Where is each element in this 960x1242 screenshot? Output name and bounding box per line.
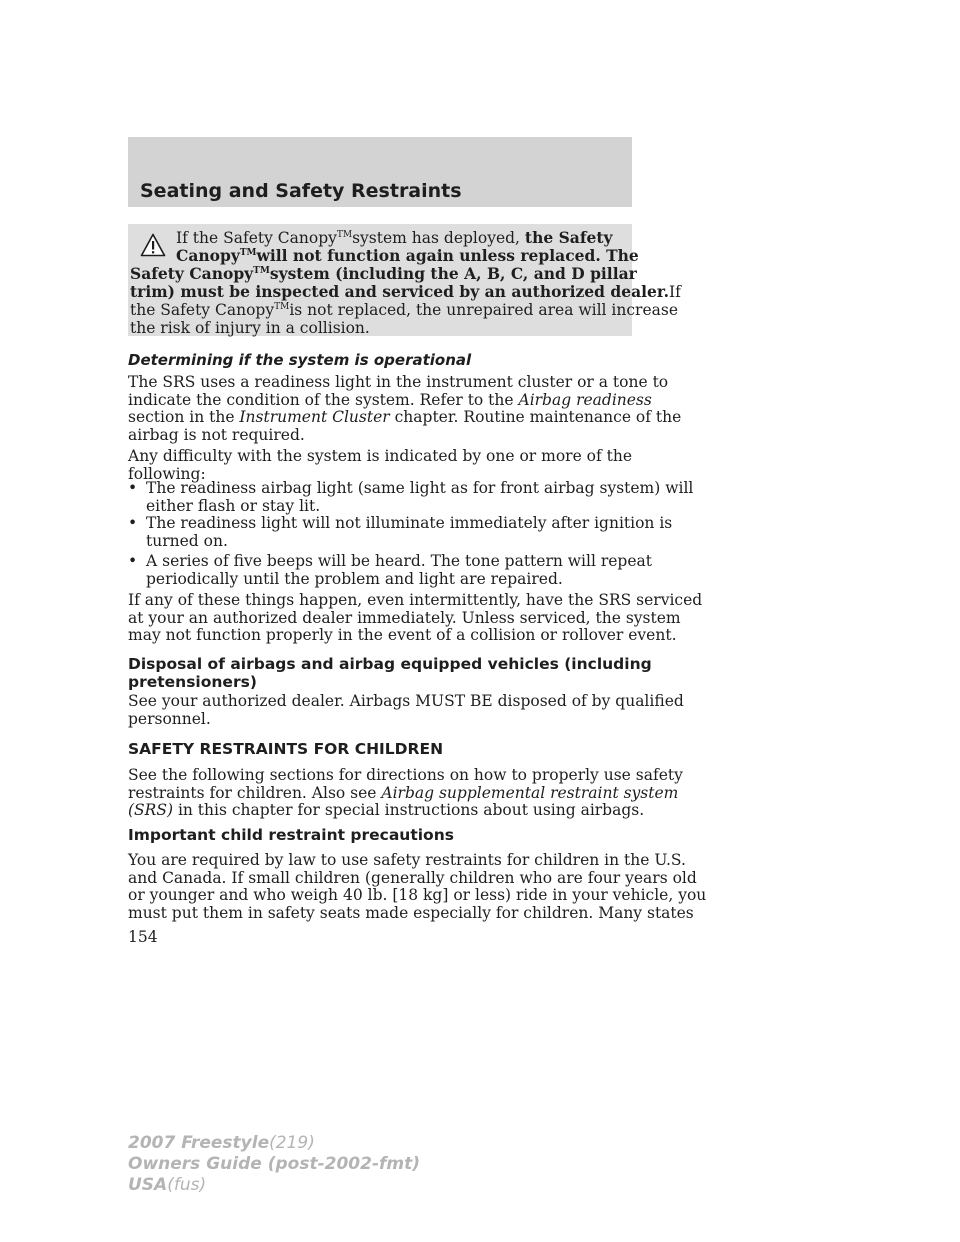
- page-number: 154: [128, 928, 158, 946]
- cross-reference: Instrument Cluster: [239, 408, 390, 426]
- text-line: indicate the condition of the system. Refer to the: [128, 390, 519, 409]
- warning-line: the risk of injury in a collision.: [130, 319, 370, 337]
- warning-bold: will not function again unless replaced. The: [256, 246, 639, 265]
- trademark-mark: TM: [239, 247, 257, 258]
- bullet-icon: •: [128, 552, 138, 570]
- cross-reference: Airbag supplemental restraint system: [381, 783, 679, 802]
- text-line: The readiness airbag light (same light as for front airbag system) will: [146, 479, 694, 497]
- section-heading-precautions: Important child restraint precautions: [128, 826, 454, 844]
- section-heading-disposal: [128, 655, 652, 691]
- warning-bold: system (including the A, B, C, and D pillar: [269, 264, 637, 283]
- footer-text: (219): [269, 1133, 315, 1153]
- text-line: You are required by law to use safety restraints for children in the U.S.: [128, 851, 686, 869]
- warning-bold: the Safety: [524, 228, 613, 247]
- footer-text: 2007 Freestyle: [128, 1133, 270, 1153]
- text-line: restraints for children. Also see: [128, 783, 382, 802]
- warning-line: is not replaced, the unrepaired area will increase: [289, 301, 678, 319]
- text-line: following:: [128, 464, 206, 483]
- text-line: either flash or stay lit.: [146, 496, 321, 515]
- text-line: See your authorized dealer. Airbags MUST BE disposed of by qualified: [128, 692, 684, 710]
- page-title: Seating and Safety Restraints: [140, 180, 462, 202]
- trademark-mark: TM: [274, 301, 290, 312]
- trademark-mark: TM: [336, 229, 353, 240]
- text-line: A series of five beeps will be heard. The tone pattern will repeat: [146, 552, 652, 570]
- text-line: at your an authorized dealer immediately. Unless serviced, the system: [128, 608, 681, 627]
- text-line: and Canada. If small children (generally children who are four years old: [128, 868, 697, 887]
- warning-line: system has deployed,: [352, 229, 525, 247]
- section-heading-children: SAFETY RESTRAINTS FOR CHILDREN: [128, 740, 444, 758]
- warning-bold: Safety Canopy: [130, 264, 254, 283]
- text-line: If any of these things happen, even intermittently, have the SRS serviced: [128, 591, 703, 609]
- section-heading-operational: Determining if the system is operational: [128, 351, 472, 369]
- warning-line: If the Safety Canopy: [176, 229, 337, 247]
- warning-bold: Canopy: [176, 246, 240, 265]
- footer-text: USA: [128, 1175, 168, 1195]
- heading-line: pretensioners): [128, 673, 257, 691]
- warning-text: [130, 230, 681, 338]
- text-line: Any difficulty with the system is indicated by one or more of the: [128, 447, 633, 465]
- text-line: The readiness light will not illuminate immediately after ignition is: [146, 514, 673, 532]
- bullet-icon: •: [128, 479, 138, 497]
- text-line: personnel.: [128, 709, 211, 728]
- text-line: See the following sections for directions on how to properly use safety: [128, 766, 683, 784]
- cross-reference: (SRS): [128, 801, 174, 819]
- text-line: periodically until the problem and light are repaired.: [146, 569, 563, 588]
- paragraph-srs-readiness: [128, 373, 681, 443]
- paragraph-service: [128, 591, 702, 644]
- paragraph-children: [128, 766, 683, 819]
- bullet-icon: •: [128, 514, 138, 532]
- text-line: The SRS uses a readiness light in the instrument cluster or a tone to: [128, 373, 669, 391]
- footer-text: Owners Guide (post-2002-fmt): [128, 1154, 421, 1174]
- text-line: or younger and who weigh 40 lb. [18 kg] or less) ride in your vehicle, you: [128, 886, 707, 904]
- heading-line: Disposal of airbags and airbag equipped vehicles (including: [128, 655, 652, 673]
- text-line: section in the: [128, 408, 240, 426]
- paragraph-difficulty: [128, 447, 632, 482]
- warning-bold: trim) must be inspected and serviced by an authorized dealer.: [130, 282, 670, 301]
- footer-imprint: [128, 1133, 420, 1196]
- text-line: airbag is not required.: [128, 425, 305, 444]
- text-line: turned on.: [146, 531, 228, 550]
- text-line: in this chapter for special instructions about using airbags.: [173, 801, 645, 819]
- footer-text: (fus): [167, 1175, 207, 1195]
- warning-line: If: [669, 283, 681, 301]
- paragraph-disposal: [128, 692, 684, 727]
- text-line: chapter. Routine maintenance of the: [389, 408, 682, 426]
- cross-reference: Airbag readiness: [518, 390, 652, 409]
- text-line: must put them in safety seats made especially for children. Many states: [128, 903, 694, 922]
- trademark-mark: TM: [253, 265, 270, 276]
- text-line: may not function properly in the event of a collision or rollover event.: [128, 626, 677, 644]
- paragraph-precautions: [128, 851, 706, 921]
- warning-line: the Safety Canopy: [130, 301, 275, 319]
